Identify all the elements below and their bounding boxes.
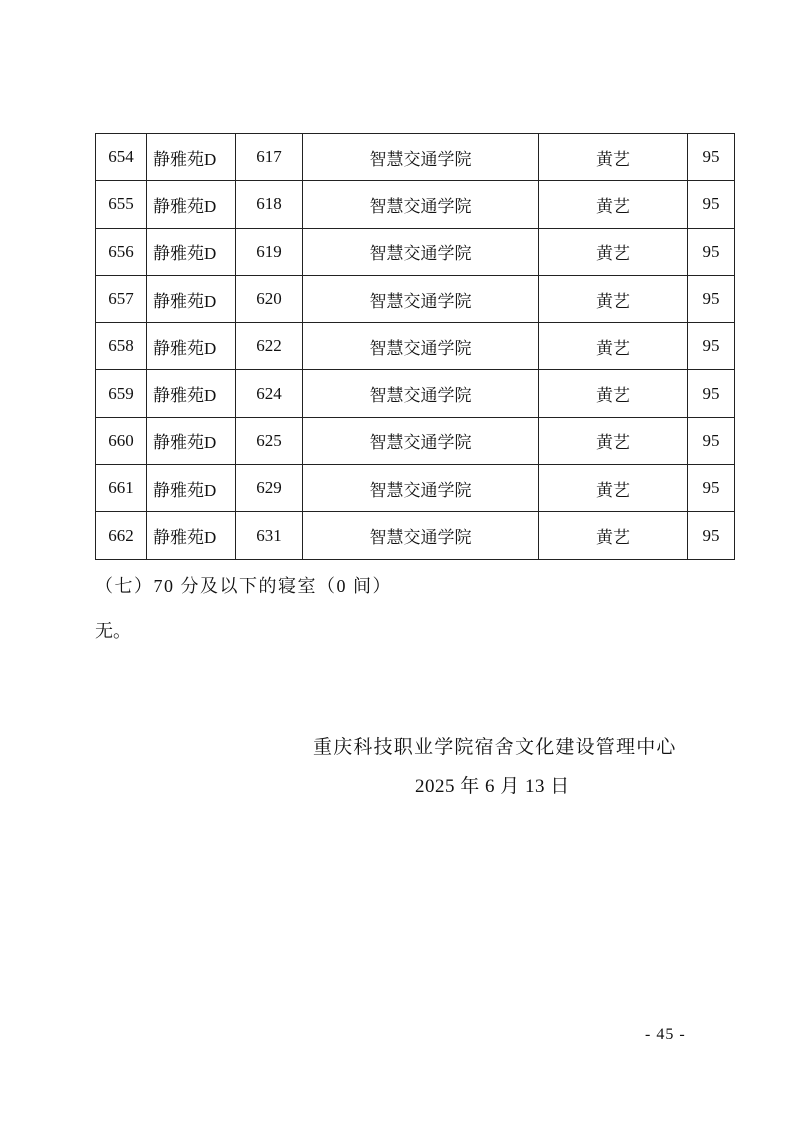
room-number-cell: 624 [236,370,303,417]
page-number: - 45 - [645,1026,686,1043]
room-number-cell: 620 [236,275,303,322]
section-heading: （七）70 分及以下的寝室（0 间） [95,576,392,596]
table-row [96,275,735,322]
dorm-score-table [95,133,735,560]
college-cell: 智慧交通学院 [303,417,539,464]
inspector-cell: 黄艺 [539,134,688,181]
inspector-cell: 黄艺 [539,228,688,275]
score-cell: 95 [688,465,735,512]
room-number-cell: 631 [236,512,303,559]
table-row [96,417,735,464]
building-cell: 静雅苑D [147,370,236,417]
table-row [96,323,735,370]
building-cell: 静雅苑D [147,134,236,181]
room-number-cell: 618 [236,181,303,228]
inspector-cell: 黄艺 [539,275,688,322]
room-number-cell: 629 [236,465,303,512]
college-cell: 智慧交通学院 [303,275,539,322]
serial-number-cell: 655 [96,181,147,228]
table-row [96,512,735,559]
score-cell: 95 [688,512,735,559]
inspector-cell: 黄艺 [539,370,688,417]
building-cell: 静雅苑D [147,512,236,559]
college-cell: 智慧交通学院 [303,370,539,417]
serial-number-cell: 661 [96,465,147,512]
section-content: 无。 [95,621,131,641]
room-number-cell: 622 [236,323,303,370]
table-row [96,465,735,512]
college-cell: 智慧交通学院 [303,228,539,275]
building-cell: 静雅苑D [147,181,236,228]
organization-signature: 重庆科技职业学院宿舍文化建设管理中心 [313,737,677,758]
score-cell: 95 [688,370,735,417]
score-cell: 95 [688,181,735,228]
college-cell: 智慧交通学院 [303,465,539,512]
room-number-cell: 619 [236,228,303,275]
serial-number-cell: 657 [96,275,147,322]
score-cell: 95 [688,417,735,464]
serial-number-cell: 662 [96,512,147,559]
college-cell: 智慧交通学院 [303,512,539,559]
inspector-cell: 黄艺 [539,181,688,228]
building-cell: 静雅苑D [147,275,236,322]
serial-number-cell: 659 [96,370,147,417]
score-cell: 95 [688,323,735,370]
building-cell: 静雅苑D [147,323,236,370]
inspector-cell: 黄艺 [539,512,688,559]
college-cell: 智慧交通学院 [303,181,539,228]
issue-date: 2025 年 6 月 13 日 [415,776,570,797]
table-row [96,228,735,275]
score-cell: 95 [688,228,735,275]
building-cell: 静雅苑D [147,465,236,512]
inspector-cell: 黄艺 [539,417,688,464]
inspector-cell: 黄艺 [539,465,688,512]
serial-number-cell: 654 [96,134,147,181]
room-number-cell: 625 [236,417,303,464]
serial-number-cell: 658 [96,323,147,370]
college-cell: 智慧交通学院 [303,134,539,181]
table-row [96,134,735,181]
inspector-cell: 黄艺 [539,323,688,370]
serial-number-cell: 660 [96,417,147,464]
building-cell: 静雅苑D [147,228,236,275]
dorm-score-table-body [96,134,735,560]
score-cell: 95 [688,275,735,322]
room-number-cell: 617 [236,134,303,181]
serial-number-cell: 656 [96,228,147,275]
college-cell: 智慧交通学院 [303,323,539,370]
building-cell: 静雅苑D [147,417,236,464]
table-row [96,370,735,417]
score-cell: 95 [688,134,735,181]
table-row [96,181,735,228]
